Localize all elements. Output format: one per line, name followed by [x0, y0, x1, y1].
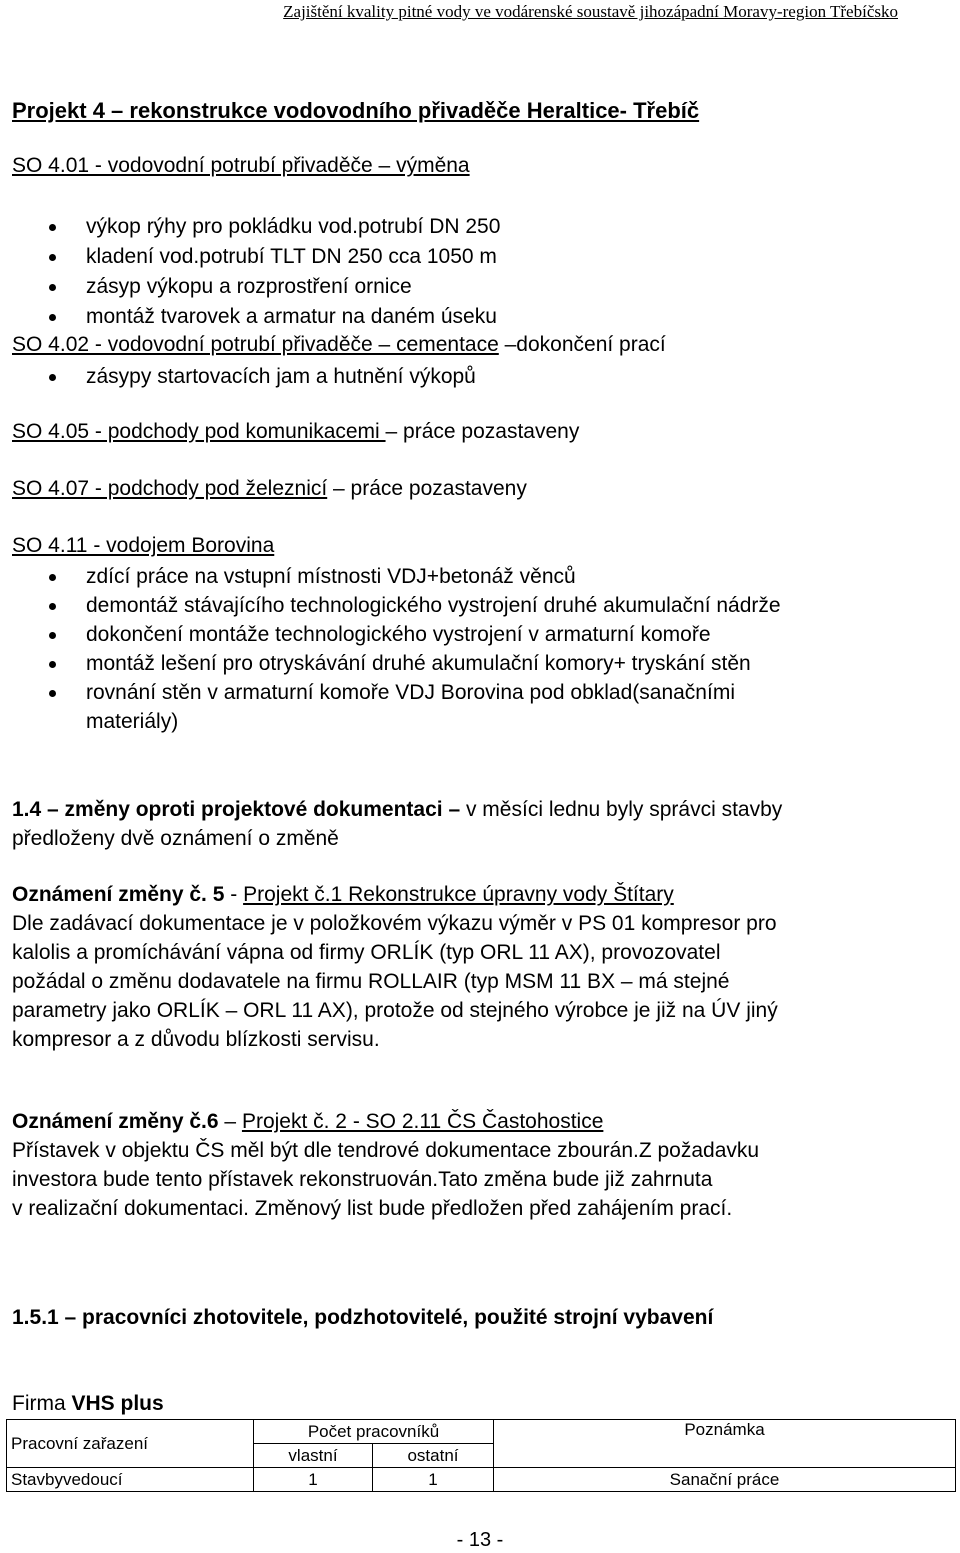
- paragraph-line: požádal o změnu dodavatele na firmu ROLLAIR (typ MSM 11 BX – má stejné: [12, 970, 730, 993]
- separator: -: [224, 883, 244, 906]
- list-item: demontáž stávajícího technologického vystrojení druhé akumulační nádrže: [0, 591, 781, 620]
- section-1-4-text: v měsíci lednu byly správci stavby: [460, 798, 783, 821]
- so402-heading: [12, 333, 666, 357]
- table-row: [7, 1468, 956, 1492]
- so405-heading: [12, 420, 579, 444]
- cell-own: 1: [254, 1468, 373, 1492]
- paragraph-line: Přístavek v objektu ČS měl být dle tendrové dokumentace zbourán.Z požadavku: [12, 1139, 760, 1162]
- so402-list: [0, 362, 476, 392]
- staff-table: [6, 1419, 956, 1492]
- list-item: montáž tvarovek a armatur na daném úseku: [0, 302, 500, 332]
- change-6: [12, 1107, 759, 1223]
- change-5-label: Oznámení změny č. 5: [12, 883, 225, 906]
- paragraph-line: investora bude tento přístavek rekonstruován.Tato změna bude již zahrnuta: [12, 1168, 713, 1191]
- so402-heading-rest: –dokončení prací: [498, 333, 666, 356]
- so407-heading-rest: – práce pozastaveny: [327, 477, 527, 500]
- list-item: rovnání stěn v armaturní komoře VDJ Borovina pod obklad(sanačními: [0, 678, 781, 707]
- section-1-4-title: 1.4 – změny oproti projektové dokumentaci –: [12, 798, 461, 821]
- change-5: [12, 880, 778, 1054]
- so407-heading: [12, 477, 527, 501]
- list-item: kladení vod.potrubí TLT DN 250 cca 1050 m: [0, 242, 500, 272]
- list-item: montáž lešení pro otryskávání druhé akumulační komory+ tryskání stěn: [0, 649, 781, 678]
- list-item: výkop rýhy pro pokládku vod.potrubí DN 250: [0, 212, 500, 242]
- list-item: dokončení montáže technologického vystrojení v armaturní komoře: [0, 620, 781, 649]
- paragraph-line: kompresor a z důvodu blízkosti servisu.: [12, 1028, 380, 1051]
- so411-list: [0, 562, 781, 736]
- firm-name: VHS plus: [71, 1392, 164, 1415]
- header-own: vlastní: [254, 1444, 373, 1468]
- paragraph-line: v realizační dokumentaci. Změnový list bude předložen před zahájením prací.: [12, 1197, 733, 1220]
- paragraph-line: kalolis a promíchávání vápna od firmy ORLÍK (typ ORL 11 AX), provozovatel: [12, 941, 721, 964]
- paragraph-line: parametry jako ORLÍK – ORL 11 AX), protože od stejného výrobce je již na ÚV jiný: [12, 999, 778, 1022]
- list-item: zásyp výkopu a rozprostření ornice: [0, 272, 500, 302]
- so411-heading: SO 4.11 - vodojem Borovina: [12, 534, 275, 557]
- table-header-row: [7, 1420, 956, 1444]
- page-number: - 13 -: [456, 1529, 504, 1551]
- section-1-4-text-2: předloženy dvě oznámení o změně: [12, 827, 339, 850]
- cell-note: Sanační práce: [494, 1468, 956, 1492]
- so407-heading-link: SO 4.07 - podchody pod železnicí: [12, 477, 328, 500]
- list-item-continuation: materiály): [86, 710, 179, 733]
- so405-heading-rest: – práce pozastaveny: [385, 420, 580, 443]
- so405-heading-link: SO 4.05 - podchody pod komunikacemi: [12, 420, 386, 443]
- separator: –: [218, 1110, 242, 1133]
- change-6-project: Projekt č. 2 - SO 2.11 ČS Častohostice: [241, 1110, 604, 1133]
- change-5-project: Projekt č.1 Rekonstrukce úpravny vody Štítary: [243, 883, 674, 906]
- list-item: zdící práce na vstupní místnosti VDJ+betonáž věnců: [0, 562, 781, 591]
- change-6-label: Oznámení změny č.6: [12, 1110, 219, 1133]
- firm-line: [12, 1392, 164, 1416]
- cell-other: 1: [373, 1468, 494, 1492]
- so402-heading-link: SO 4.02 - vodovodní potrubí přivaděče – cementace: [12, 333, 499, 356]
- header-note: Poznámka: [494, 1420, 956, 1468]
- list-item: zásypy startovacích jam a hutnění výkopů: [0, 362, 476, 392]
- section-1-4: [12, 795, 782, 853]
- paragraph-line: Dle zadávací dokumentace je v položkovém výkazu výměr v PS 01 kompresor pro: [12, 912, 777, 935]
- so401-list: [0, 212, 500, 332]
- so401-heading: SO 4.01 - vodovodní potrubí přivaděče – výměna: [12, 154, 470, 177]
- header-role: Pracovní zařazení: [7, 1420, 254, 1468]
- cell-role: Stavbyvedoucí: [7, 1468, 254, 1492]
- header-other: ostatní: [373, 1444, 494, 1468]
- firm-prefix: Firma: [12, 1392, 72, 1415]
- header-count: Počet pracovníků: [254, 1420, 494, 1444]
- section-1-5-1-title: 1.5.1 – pracovníci zhotovitele, podzhotovitelé, použité strojní vybavení: [12, 1306, 714, 1329]
- running-header: Zajištění kvality pitné vody ve vodárenské soustavě jihozápadní Moravy-region Třebíčsko: [283, 2, 898, 21]
- project-title: Projekt 4 – rekonstrukce vodovodního přivaděče Heraltice- Třebíč: [12, 98, 700, 123]
